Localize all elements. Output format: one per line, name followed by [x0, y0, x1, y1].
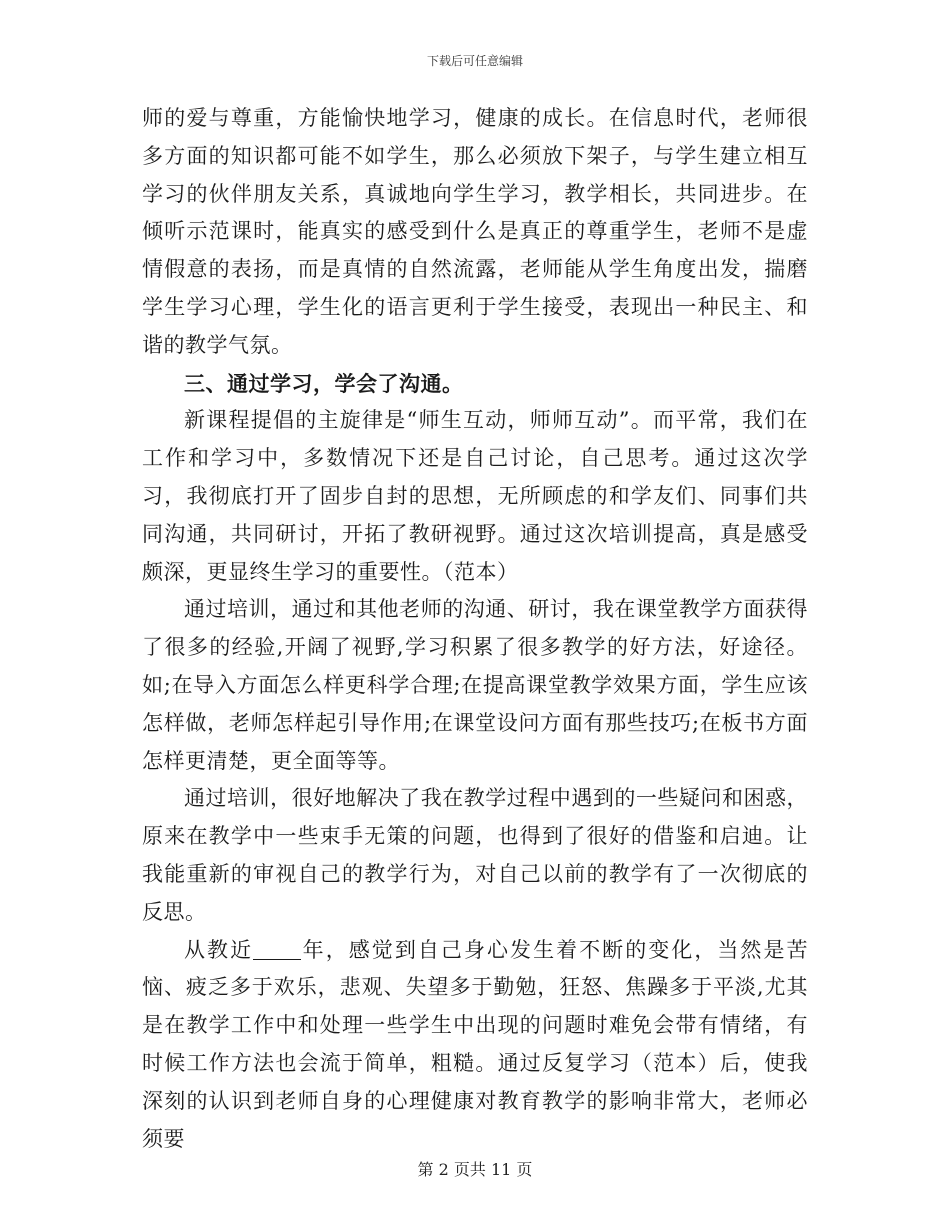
paragraph-2: 新课程提倡的主旋律是“师生互动，师师互动”。而平常，我们在工作和学习中，多数情况下还是自己讨论，自己思考。通过这次学习，我彻底打开了固步自封的思想，无所顾虑的和学友们、同事们共同沟通，共同研讨，开拓了教研视野。通过这次培训提高，真是感受颇深，更显终生学习的重要性。（范本）: [142, 408, 808, 584]
page-footer: 第 2 页共 11 页: [417, 1160, 533, 1179]
page-header: 下载后可任意编辑: [426, 54, 523, 68]
paragraph-5-rest: 年，感觉到自己身心发生着不断的变化，当然是苦恼、疲乏多于欢乐，悲观、失望多于勤勉，狂怒、焦躁多于平淡,尤其是在教学工作中和处理一些学生中出现的问题时难免会带有情绪，有时候工作方法也会流于简单，粗糙。通过反复学习（范本）后，使我深刻的认识到老师自身的心理健康对教育教学的影响非常大，老师必须要: [142, 937, 809, 1151]
section-heading-3: 三、通过学习，学会了沟通。: [184, 370, 464, 396]
paragraph-4: 通过培训，很好地解决了我在教学过程中遇到的一些疑问和困惑，原来在教学中一些束手无策的问题，也得到了很好的借鉴和启迪。让我能重新的审视自己的教学行为，对自己以前的教学有了一次彻底的反思。: [142, 786, 808, 924]
paragraph-5-start: 从教近: [184, 937, 254, 962]
paragraph-3: 通过培训，通过和其他老师的沟通、研讨，我在课堂教学方面获得了很多的经验,开阔了视野,学习积累了很多教学的好方法，好途径。如;在导入方面怎么样更科学合理;在提高课堂教学效果方面，学生应该怎样做，老师怎样起引导作用;在课堂设问方面有那些技巧;在板书方面怎样更清楚，更全面等等。: [142, 597, 808, 773]
document-body: [142, 100, 808, 1158]
paragraph-5: [142, 932, 808, 1159]
paragraph-1: 师的爱与尊重，方能愉快地学习，健康的成长。在信息时代，老师很多方面的知识都可能不如学生，那么必须放下架子，与学生建立相互学习的伙伴朋友关系，真诚地向学生学习，教学相长，共同进步。在倾听示范课时，能真实的感受到什么是真正的尊重学生，老师不是虚情假意的表扬，而是真情的自然流露，老师能从学生角度出发，揣磨学生学习心理，学生化的语言更利于学生接受，表现出一种民主、和谐的教学气氛。: [142, 106, 808, 357]
fill-in-blank: [253, 938, 301, 960]
